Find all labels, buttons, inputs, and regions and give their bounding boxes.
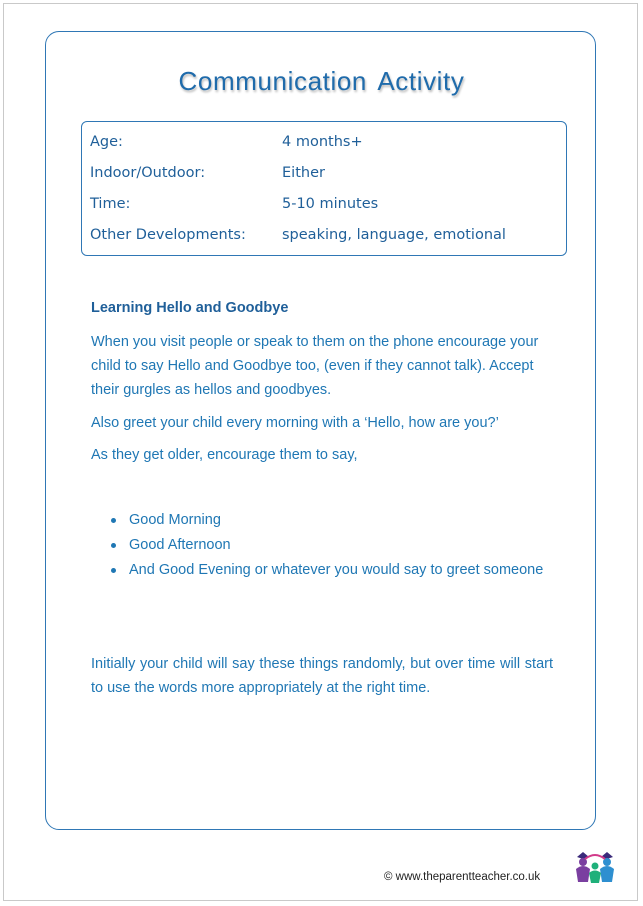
info-value: Either xyxy=(282,165,325,181)
bullet-icon xyxy=(111,568,116,573)
info-label: Time: xyxy=(90,196,131,212)
bullet-icon xyxy=(111,518,116,523)
list-item xyxy=(108,533,554,558)
bullet-icon xyxy=(111,543,116,548)
greeting-list xyxy=(108,508,554,583)
closing-paragraph: Initially your child will say these things randomly, but over time will start to use the words more appropriately at the right time. xyxy=(91,656,553,696)
info-value: speaking, language, emotional xyxy=(282,227,506,243)
info-label: Age: xyxy=(90,134,123,150)
list-item xyxy=(108,558,554,583)
list-item-text: And Good Evening or whatever you would say to greet someone xyxy=(129,562,544,578)
footer-copyright: © www.theparentteacher.co.uk xyxy=(384,871,541,883)
paragraph: As they get older, encourage them to say, xyxy=(91,447,358,463)
info-value: 4 months+ xyxy=(282,134,363,150)
info-value: 5-10 minutes xyxy=(282,196,379,212)
list-item-text: Good Afternoon xyxy=(129,537,231,553)
list-item xyxy=(108,508,554,533)
paragraph: Also greet your child every morning with a ‘Hello, how are you?’ xyxy=(91,415,499,431)
paragraph: When you visit people or speak to them on the phone encourage your child to say Hello and Goodbye too, (even if they cannot talk). Accept their gurgles as hellos and goodbyes. xyxy=(91,334,539,398)
info-label: Indoor/Outdoor: xyxy=(90,165,206,181)
list-item-text: Good Morning xyxy=(129,512,221,528)
parent-teacher-logo-icon xyxy=(573,849,617,885)
info-label: Other Developments: xyxy=(90,227,246,243)
page-title: Communication Activity xyxy=(178,66,465,96)
section-heading: Learning Hello and Goodbye xyxy=(91,300,289,316)
